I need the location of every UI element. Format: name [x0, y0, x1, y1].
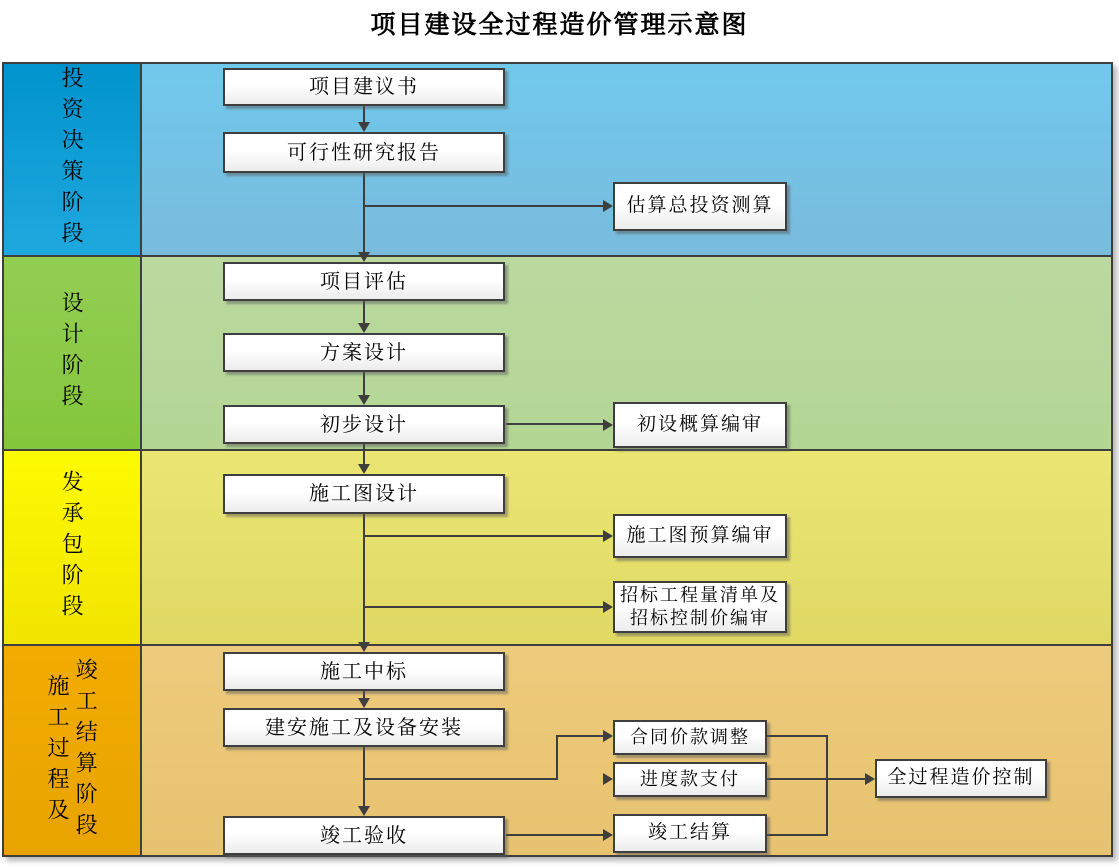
arrowhead-right-icon	[603, 829, 613, 841]
stage-label-columns	[45, 658, 99, 844]
arrowhead-down-icon	[358, 806, 370, 816]
node-contract-price-adjustment	[613, 720, 767, 755]
node-label: 初步设计	[320, 413, 408, 436]
node-investment-estimate	[613, 182, 787, 231]
node-completion-settlement	[613, 814, 767, 853]
arrowhead-down-icon	[358, 698, 370, 708]
node-construction-installation	[223, 708, 505, 747]
node-label: 可行性研究报告	[287, 141, 441, 164]
node-label: 合同价款调整	[630, 726, 750, 747]
grid-line	[140, 62, 142, 857]
connector-line	[767, 778, 866, 780]
grid-line	[2, 644, 1113, 646]
arrowhead-down-icon	[358, 464, 370, 474]
connector-line	[506, 834, 604, 836]
arrowhead-right-icon	[865, 773, 875, 785]
node-construction-bid-win	[223, 652, 505, 691]
connector-line	[363, 778, 558, 780]
connector-line	[363, 301, 365, 325]
node-construction-drawing-budget	[613, 514, 787, 558]
arrowhead-down-icon	[358, 122, 370, 132]
node-label: 方案设计	[320, 341, 408, 364]
arrowhead-down-icon	[358, 395, 370, 405]
grid-line	[2, 855, 1113, 857]
connector-line	[363, 173, 365, 254]
diagram-title: 项目建设全过程造价管理示意图	[370, 12, 749, 39]
grid-line	[2, 62, 4, 857]
node-construction-drawing-design	[223, 474, 505, 514]
grid-line	[2, 449, 1113, 451]
connector-line	[363, 535, 605, 537]
connector-line	[767, 735, 828, 737]
connector-line	[826, 735, 828, 836]
node-label: 项目建议书	[309, 76, 419, 98]
node-label: 竣工结算	[647, 822, 732, 844]
node-project-proposal	[223, 68, 505, 106]
stage-label-construction-settlement	[2, 645, 141, 857]
connector-line	[556, 735, 604, 737]
node-label: 全过程造价控制	[887, 767, 1035, 789]
connector-line	[363, 372, 365, 397]
arrowhead-right-icon	[603, 773, 613, 785]
grid-line	[1111, 62, 1113, 857]
connector-line	[363, 205, 604, 207]
node-label: 项目评估	[320, 270, 408, 293]
stage-label-text-right: 竣工结算阶段	[73, 658, 99, 844]
arrowhead-down-icon	[358, 323, 370, 333]
node-label: 进度款支付	[640, 768, 740, 789]
arrowhead-right-icon	[603, 530, 613, 542]
node-project-evaluation	[223, 262, 505, 301]
stage-label-design	[2, 256, 141, 450]
stage-label-text: 投资决策阶段	[59, 66, 85, 252]
node-label: 初设概算编审	[636, 413, 763, 435]
arrowhead-down-icon	[358, 642, 370, 652]
stage-label-text-left: 施工过程及	[45, 673, 70, 829]
connector-line	[767, 834, 828, 836]
node-progress-payment	[613, 762, 767, 797]
connector-line	[363, 514, 365, 644]
node-label: 建安施工及设备安装	[265, 716, 463, 739]
node-whole-process-cost-control	[875, 759, 1047, 798]
node-preliminary-design	[223, 405, 505, 444]
grid-line	[2, 62, 1113, 64]
node-label: 估算总投资测算	[626, 195, 774, 217]
node-label-line2: 招标控制价编审	[630, 608, 770, 628]
connector-line	[556, 736, 558, 780]
node-scheme-design	[223, 333, 505, 372]
connector-line	[506, 423, 604, 425]
node-label: 施工图预算编审	[626, 524, 774, 546]
node-preliminary-budget	[613, 402, 787, 448]
connector-line	[363, 444, 365, 466]
stage-label-contracting	[2, 450, 141, 645]
node-completion-acceptance	[223, 816, 505, 855]
stage-label-text: 发承包阶段	[59, 470, 85, 625]
node-label: 竣工验收	[320, 824, 408, 847]
node-feasibility-study	[223, 132, 505, 173]
stage-label-text: 设计阶段	[59, 291, 85, 415]
stage-label-investment-decision	[2, 62, 141, 256]
grid-line	[2, 255, 1113, 257]
arrowhead-right-icon	[603, 601, 613, 613]
connector-line	[363, 606, 605, 608]
node-label: 施工图设计	[309, 483, 419, 505]
arrowhead-right-icon	[603, 730, 613, 742]
node-label-line1: 招标工程量清单及	[620, 584, 780, 605]
node-label: 施工中标	[320, 660, 408, 683]
arrowhead-right-icon	[603, 419, 613, 431]
node-bidding-boq	[613, 581, 787, 633]
arrowhead-down-icon	[358, 252, 370, 262]
arrowhead-right-icon	[603, 200, 613, 212]
